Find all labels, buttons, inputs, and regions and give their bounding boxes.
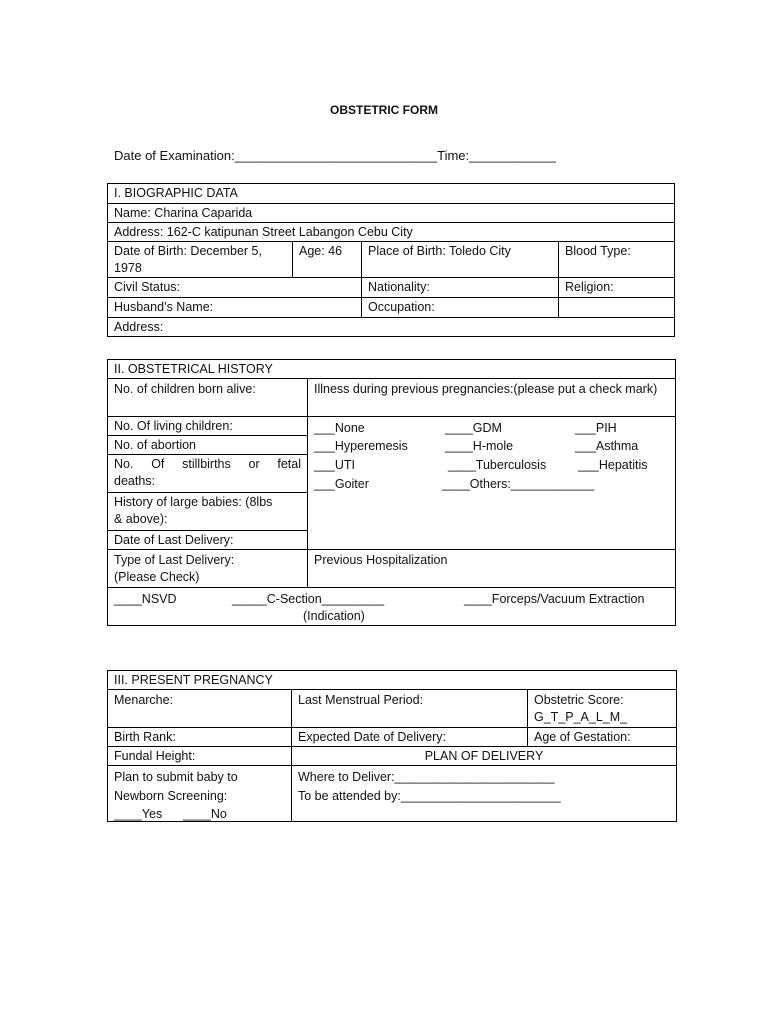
where-to-deliver-field[interactable]: Where to Deliver:_______________________ [298,770,555,784]
large-babies-label: History of large babies: (8lbs & above): [114,495,273,526]
newborn-screening-label: Plan to submit baby to Newborn Screening: ____Yes ____No [108,767,291,822]
occupation-field: Occupation: [368,300,435,314]
obstetric-score-label: Obstetric Score: G_T_P_A_L_M_ [534,693,628,724]
check-hepatitis[interactable]: ___Hepatitis [578,458,648,472]
newborn-yes-no-checks[interactable]: ____Yes ____No [114,807,227,821]
form-title: OBSTETRIC FORM [330,103,438,117]
plan-of-delivery-header: PLAN OF DELIVERY [424,749,544,763]
birth-rank-label: Birth Rank: [114,730,176,744]
patient-address: Address: 162-C katipunan Street Labangon Cebu City [114,225,413,239]
check-goiter[interactable]: ___Goiter [314,477,369,491]
check-hyperemesis[interactable]: ___Hyperemesis [314,439,408,453]
illness-previous-pregnancies-label: Illness during previous pregnancies:(please put a check mark) [314,382,658,396]
religion-field: Religion: [565,280,614,294]
check-none[interactable]: ___None [314,421,365,435]
second-address-field: Address: [114,320,164,334]
nationality-field: Nationality: [368,280,430,294]
previous-hospitalization-label: Previous Hospitalization [314,553,448,567]
attended-by-field[interactable]: To be attended by:_______________________ [298,789,561,803]
date-of-birth-label: Date of Birth: December 5, 1978 [114,244,262,275]
check-asthma[interactable]: ___Asthma [575,439,639,453]
indication-label: (Indication) [303,609,365,623]
expected-delivery-date-label: Expected Date of Delivery: [298,730,446,744]
children-born-alive-label: No. of children born alive: [114,382,256,396]
type-last-delivery-label: Type of Last Delivery: (Please Check) [114,553,235,584]
civil-status-field: Civil Status: [114,280,180,294]
blood-type-field: Blood Type: [565,244,631,258]
check-forceps-vacuum[interactable]: ____Forceps/Vacuum Extraction [464,592,645,606]
check-pih[interactable]: ___PIH [575,421,617,435]
abortion-label: No. of abortion [114,438,196,452]
fundal-height-label: Fundal Height: [114,749,196,763]
patient-name: Name: Charina Caparida [114,206,253,220]
check-uti[interactable]: ___UTI [314,458,355,472]
stillbirths-label: No. Of stillbirths or fetal deaths: [114,457,301,488]
exam-date-time-line: Date of Examination:____________________________Time:____________ [114,148,556,163]
living-children-label: No. Of living children: [114,419,233,433]
obstetrical-history-table [107,359,676,626]
last-delivery-date-label: Date of Last Delivery: [114,533,234,547]
present-pregnancy-header: III. PRESENT PREGNANCY [114,673,273,687]
check-gdm[interactable]: ____GDM [445,421,502,435]
check-h-mole[interactable]: ____H-mole [445,439,514,453]
place-of-birth-field: Place of Birth: Toledo City [368,244,511,258]
check-nsvd[interactable]: ____NSVD [114,592,177,606]
obstetrical-header: II. OBSTETRICAL HISTORY [114,362,273,376]
check-others[interactable]: ____Others:____________ [442,477,595,491]
check-tuberculosis[interactable]: ____Tuberculosis [448,458,547,472]
biographic-data-table [107,183,675,337]
husband-name-field: Husband’s Name: [114,300,214,314]
last-menstrual-period-label: Last Menstrual Period: [298,693,424,707]
check-c-section[interactable]: _____C-Section_________ [232,592,385,606]
biographic-header: I. BIOGRAPHIC DATA [114,186,238,200]
age-field: Age: 46 [299,244,343,258]
menarche-label: Menarche: [114,693,174,707]
age-of-gestation-label: Age of Gestation: [534,730,631,744]
present-pregnancy-table [107,670,677,822]
